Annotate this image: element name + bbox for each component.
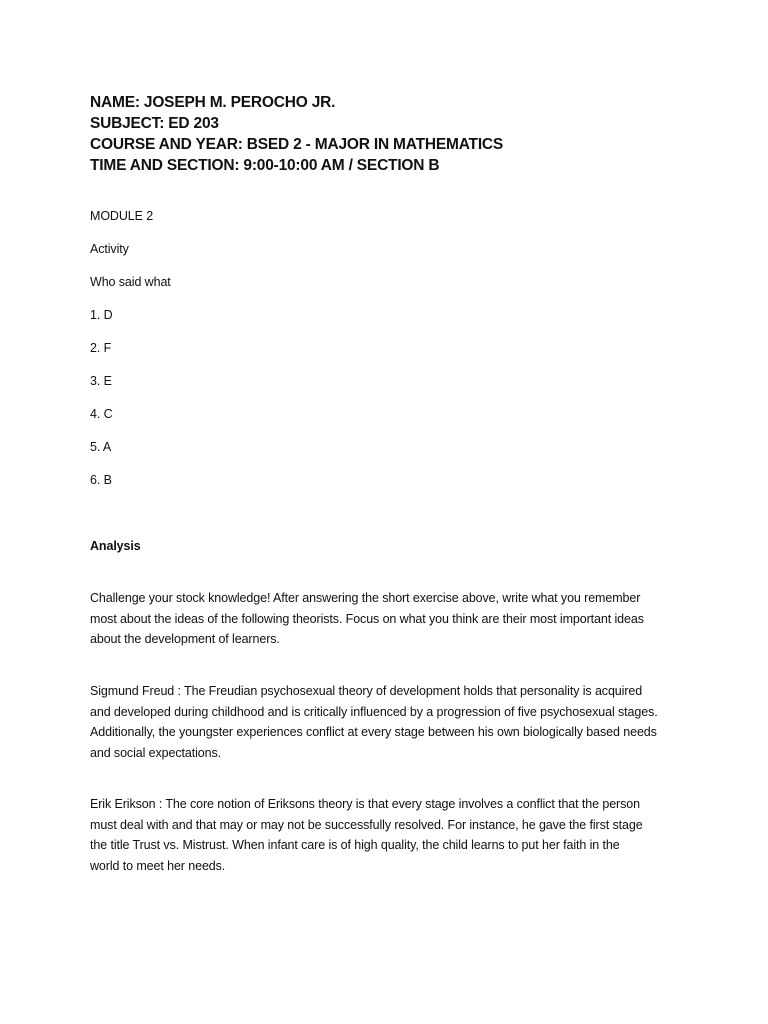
module-label: MODULE 2 bbox=[90, 209, 154, 223]
paragraph-line: Erik Erikson : The core notion of Eriksons theory is that every stage involves a conflict that the person bbox=[90, 797, 640, 811]
course-year-line: COURSE AND YEAR: BSED 2 - MAJOR IN MATHEMATICS bbox=[90, 136, 504, 153]
answer-item: 1. D bbox=[90, 308, 113, 322]
answer-item: 4. C bbox=[90, 407, 113, 421]
paragraph-line: Additionally, the youngster experiences conflict at every stage between his own biologically based needs bbox=[90, 725, 657, 739]
answer-item: 6. B bbox=[90, 473, 112, 487]
analysis-heading: Analysis bbox=[90, 539, 141, 553]
time-section-line: TIME AND SECTION: 9:00-10:00 AM / SECTION B bbox=[90, 157, 440, 174]
student-name: NAME: JOSEPH M. PEROCHO JR. bbox=[90, 94, 336, 111]
answer-item: 2. F bbox=[90, 341, 112, 355]
freud-paragraph bbox=[90, 681, 690, 763]
activity-label: Activity bbox=[90, 242, 129, 256]
paragraph-line: world to meet her needs. bbox=[90, 858, 226, 873]
paragraph-line: and social expectations. bbox=[90, 745, 222, 760]
erikson-paragraph bbox=[90, 794, 690, 876]
paragraph-line: must deal with and that may or may not be successfully resolved. For instance, he gave the first stage bbox=[90, 817, 643, 832]
paragraph-line: the title Trust vs. Mistrust. When infant care is of high quality, the child learns to put her faith in the bbox=[90, 838, 620, 852]
answer-item: 3. E bbox=[90, 374, 112, 388]
paragraph-line: and developed during childhood and is critically influenced by a progression of five psychosexual stages. bbox=[90, 704, 658, 719]
student-info-header bbox=[90, 92, 710, 176]
analysis-prompt-paragraph bbox=[90, 588, 690, 650]
paragraph-line: about the development of learners. bbox=[90, 632, 280, 646]
paragraph-line: Challenge your stock knowledge! After answering the short exercise above, write what you remember bbox=[90, 591, 641, 605]
subject-line: SUBJECT: ED 203 bbox=[90, 115, 219, 132]
activity-title: Who said what bbox=[90, 275, 171, 289]
answer-item: 5. A bbox=[90, 440, 112, 454]
paragraph-line: Sigmund Freud : The Freudian psychosexual theory of development holds that personality is acquired bbox=[90, 684, 643, 698]
paragraph-line: most about the ideas of the following theorists. Focus on what you think are their most important ideas bbox=[90, 611, 644, 626]
